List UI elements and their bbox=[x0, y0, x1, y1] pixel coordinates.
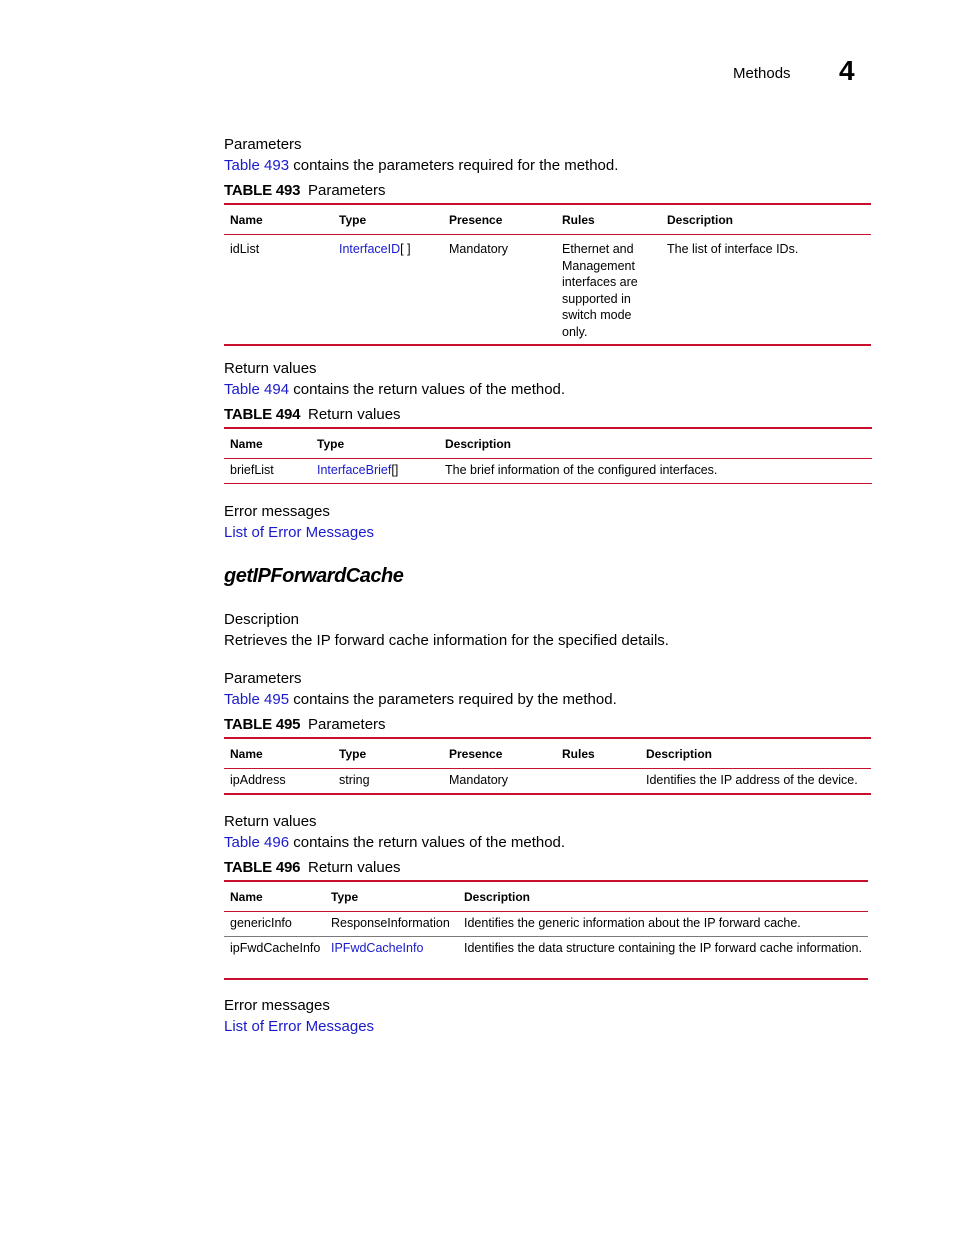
table-row bbox=[224, 235, 871, 346]
return-intro-text: contains the return values of the method. bbox=[289, 834, 566, 851]
type-suffix: [ ] bbox=[400, 242, 411, 256]
table-494-label: TABLE 494 bbox=[224, 406, 301, 423]
description-text: Retrieves the IP forward cache information for the specified details. bbox=[224, 632, 669, 649]
table-row bbox=[224, 937, 868, 980]
cell-description: Identifies the IP address of the device. bbox=[640, 769, 871, 795]
table-493-caption bbox=[224, 182, 524, 202]
col-type: Type bbox=[333, 204, 443, 235]
return-values-heading: Return values bbox=[224, 813, 317, 830]
cell-presence: Mandatory bbox=[443, 235, 556, 346]
parameters-intro-text: contains the parameters required for the method. bbox=[289, 157, 619, 174]
error-messages-heading: Error messages bbox=[224, 503, 330, 520]
table-494-title: Return values bbox=[308, 406, 401, 423]
parameters-intro bbox=[224, 691, 617, 708]
parameters-heading: Parameters bbox=[224, 670, 302, 687]
table-493-link[interactable]: Table 493 bbox=[224, 157, 290, 174]
col-description: Description bbox=[439, 428, 872, 459]
table-494-link[interactable]: Table 494 bbox=[224, 381, 290, 398]
table-row bbox=[224, 459, 872, 484]
table-496-label: TABLE 496 bbox=[224, 859, 301, 876]
cell-description: Identifies the generic information about the IP forward cache. bbox=[458, 912, 868, 937]
table-493 bbox=[224, 203, 871, 346]
method-title: getIPForwardCache bbox=[224, 565, 404, 587]
table-496-link[interactable]: Table 496 bbox=[224, 834, 290, 851]
table-494 bbox=[224, 427, 872, 484]
cell-description: The list of interface IDs. bbox=[661, 235, 871, 346]
cell-type bbox=[333, 235, 443, 346]
interfacebrief-link[interactable]: InterfaceBrief bbox=[317, 463, 392, 477]
table-494-caption bbox=[224, 406, 524, 426]
table-495-caption bbox=[224, 716, 524, 736]
cell-description: The brief information of the configured interfaces. bbox=[439, 459, 872, 484]
col-type: Type bbox=[311, 428, 439, 459]
col-name: Name bbox=[224, 428, 311, 459]
parameters-intro-text: contains the parameters required by the method. bbox=[289, 691, 617, 708]
cell-type bbox=[325, 937, 458, 980]
table-header-row bbox=[224, 428, 872, 459]
col-description: Description bbox=[458, 881, 868, 912]
type-suffix: [] bbox=[391, 463, 399, 477]
return-intro-text: contains the return values of the method. bbox=[289, 381, 566, 398]
parameters-heading: Parameters bbox=[224, 136, 302, 153]
col-description: Description bbox=[661, 204, 871, 235]
table-header-row bbox=[224, 738, 871, 769]
col-presence: Presence bbox=[443, 204, 556, 235]
col-name: Name bbox=[224, 204, 333, 235]
cell-name: genericInfo bbox=[224, 912, 325, 937]
return-values-intro bbox=[224, 381, 565, 398]
col-name: Name bbox=[224, 881, 325, 912]
table-header-row bbox=[224, 881, 868, 912]
col-name: Name bbox=[224, 738, 333, 769]
table-493-title: Parameters bbox=[308, 182, 386, 199]
table-495-label: TABLE 495 bbox=[224, 716, 301, 733]
col-presence: Presence bbox=[443, 738, 556, 769]
error-messages-link[interactable]: List of Error Messages bbox=[224, 1018, 375, 1035]
return-values-heading: Return values bbox=[224, 360, 317, 377]
cell-rules bbox=[556, 769, 640, 795]
interfaceid-link[interactable]: InterfaceID bbox=[339, 242, 401, 256]
error-messages-link[interactable]: List of Error Messages bbox=[224, 524, 375, 541]
cell-type: ResponseInformation bbox=[325, 912, 458, 937]
cell-name: ipAddress bbox=[224, 769, 333, 795]
error-messages-heading: Error messages bbox=[224, 997, 330, 1014]
cell-type bbox=[311, 459, 439, 484]
cell-rules: Ethernet and Management interfaces are supported in switch mode only. bbox=[556, 235, 661, 346]
table-495-title: Parameters bbox=[308, 716, 386, 733]
cell-name: briefList bbox=[224, 459, 311, 484]
description-heading: Description bbox=[224, 611, 300, 628]
col-description: Description bbox=[640, 738, 871, 769]
cell-presence: Mandatory bbox=[443, 769, 556, 795]
parameters-intro bbox=[224, 157, 618, 174]
ipfwdcacheinfo-link[interactable]: IPFwdCacheInfo bbox=[331, 941, 424, 955]
cell-description: Identifies the data structure containing the IP forward cache information. bbox=[458, 937, 868, 980]
table-495 bbox=[224, 737, 871, 795]
return-values-intro bbox=[224, 834, 565, 851]
col-type: Type bbox=[325, 881, 458, 912]
table-row bbox=[224, 912, 868, 937]
cell-name: ipFwdCacheInfo bbox=[224, 937, 325, 980]
col-rules: Rules bbox=[556, 204, 661, 235]
table-header-row bbox=[224, 204, 871, 235]
col-type: Type bbox=[333, 738, 443, 769]
table-496-caption bbox=[224, 859, 524, 879]
table-496-title: Return values bbox=[308, 859, 401, 876]
col-rules: Rules bbox=[556, 738, 640, 769]
table-496 bbox=[224, 880, 868, 980]
table-495-link[interactable]: Table 495 bbox=[224, 691, 290, 708]
cell-type: string bbox=[333, 769, 443, 795]
cell-name: idList bbox=[224, 235, 333, 346]
chapter-number: 4 bbox=[839, 55, 855, 86]
table-row bbox=[224, 769, 871, 795]
table-493-label: TABLE 493 bbox=[224, 182, 301, 199]
running-header-section: Methods bbox=[733, 65, 791, 82]
